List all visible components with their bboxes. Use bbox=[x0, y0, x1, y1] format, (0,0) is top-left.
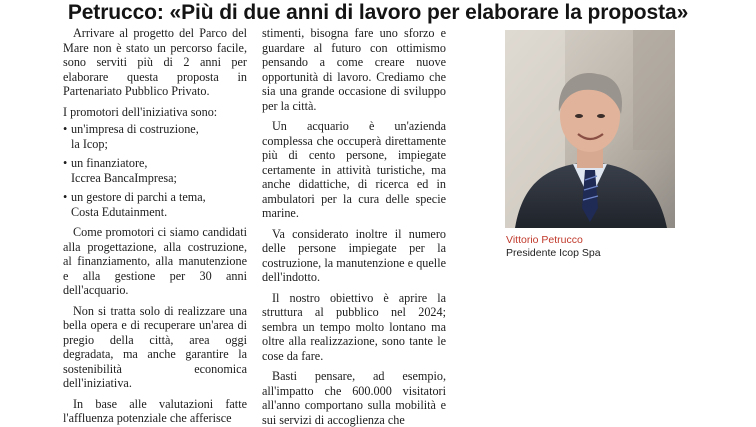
paragraph: Come promotori ci siamo candidati alla progettazione, alla costruzione, al finanziamento, alla manutenzione e alla gestione per 30 anni dell'acquario. bbox=[63, 225, 247, 297]
bullet-icon: • bbox=[63, 156, 68, 170]
paragraph: Arrivare al progetto del Parco del Mare non è stato un percorso facile, sono serviti più di 2 anni per elaborare questa proposta in Partenariato Pubblico Privato. bbox=[63, 26, 247, 98]
list-item-line: un finanziatore, bbox=[71, 156, 148, 170]
portrait-illustration bbox=[505, 30, 675, 228]
list-item bbox=[63, 122, 247, 151]
photo-caption bbox=[506, 234, 706, 260]
portrait-photo bbox=[505, 30, 675, 228]
promoters-list bbox=[63, 122, 247, 219]
paragraph: In base alle valutazioni fatte l'affluenza potenziale che afferisce bbox=[63, 396, 247, 425]
article-column-1 bbox=[63, 26, 247, 425]
list-item-line: Costa Edutainment. bbox=[71, 204, 168, 219]
list-item-line: la Icop; bbox=[71, 136, 108, 151]
list-item bbox=[63, 156, 247, 185]
caption-name: Vittorio Petrucco bbox=[506, 234, 583, 246]
list-item-line: un'impresa di costruzione, bbox=[71, 122, 199, 136]
paragraph: Basti pensare, ad esempio, all'impatto che 600.000 visitatori all'anno comportano sulla mobilità e sui servizi di accoglienza che bbox=[262, 369, 446, 427]
paragraph: Il nostro obiettivo è aprire la struttura al pubblico nel 2024; sembra un tempo molto lontano ma oltre alla realizzazione, sono tante le cose da fare. bbox=[262, 290, 446, 363]
paragraph: Non si tratta solo di realizzare una bella opera e di recuperare un'area di pregio della città, area oggi degradata, ma anche garantire la sostenibilità economica dell'iniziativa. bbox=[63, 303, 247, 390]
article-column-2 bbox=[262, 26, 446, 427]
caption-role: Presidente Icop Spa bbox=[506, 247, 601, 259]
paragraph: Un acquario è un'azienda complessa che occuperà direttamente più di cento persone, impiegate certamente in attività turistiche, ma anche didattiche, di ricerca ed in ambulatori per la cura delle specie marine. bbox=[262, 119, 446, 220]
bullet-icon: • bbox=[63, 190, 68, 204]
list-item-line: un gestore di parchi a tema, bbox=[71, 190, 206, 204]
paragraph: stimenti, bisogna fare uno sforzo e guardare al futuro con ottimismo pensando a come creare nuove opportunità di lavoro. Crediamo che sia una grande occasione di sviluppo per la città. bbox=[262, 26, 446, 113]
promoters-intro: I promotori dell'iniziativa sono: bbox=[63, 104, 218, 119]
bullet-icon: • bbox=[63, 122, 68, 136]
headline: Petrucco: «Più di due anni di lavoro per elaborare la proposta» bbox=[67, 1, 689, 24]
paragraph: Va considerato inoltre il numero delle persone impiegate per la costruzione, la manutenzione e quelle dell'indotto. bbox=[262, 226, 446, 284]
list-item bbox=[63, 190, 247, 219]
list-item-line: Iccrea BancaImpresa; bbox=[71, 170, 177, 185]
